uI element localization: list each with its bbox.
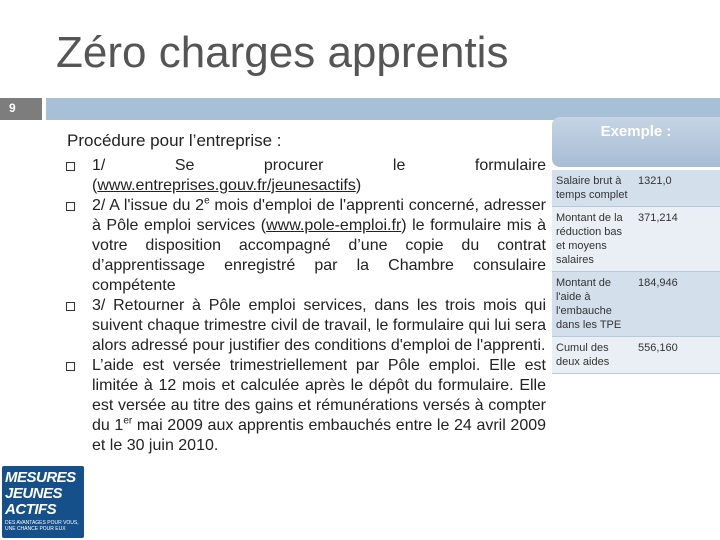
- row-value: 371,214: [634, 207, 720, 272]
- row-label: Cumul des deux aides: [552, 337, 634, 374]
- slide-number: 9: [0, 98, 42, 120]
- table-row: [552, 207, 720, 272]
- mesures-jeunes-actifs-logo: [2, 466, 84, 538]
- row-value: 556,160: [634, 337, 720, 374]
- bullet-text: L’aide est versée trimestriellement par Pôle emploi. Elle est limitée à 12 mois et calculée après le dépôt du formulaire. Elle est versée au titre des gains et rémunérations versés à compter du 1: [92, 357, 546, 434]
- logo-text: JEUNES: [5, 485, 63, 502]
- example-table: [552, 170, 720, 374]
- logo-tagline: DES AVANTAGES POUR VOUS, UNE CHANCE POUR EUX: [5, 520, 79, 532]
- bullet-text: 2/ A l'issue du 2: [92, 197, 205, 214]
- list-item: [66, 156, 546, 196]
- bullet-text: 3/ Retourner à Pôle emploi services, dans les trois mois qui suivent chaque trimestre civil de travail, le formulaire qui lui sera alors adressé pour justifier des conditions d'emploi de l'apprenti.: [92, 297, 546, 354]
- square-bullet-icon: [66, 162, 75, 171]
- bullet-text: ) le formulaire mis à votre disposition accompagné d’une copie du contrat d’apprentissage enregistré par la Chambre consulaire compétente: [92, 217, 546, 294]
- procedure-heading: Procédure pour l’entreprise :: [67, 131, 282, 150]
- row-label: Salaire brut à temps complet: [552, 170, 634, 207]
- bullet-text: ): [355, 177, 362, 194]
- row-value: 1321,0: [634, 170, 720, 207]
- bullet-text: mois d'emploi de l'apprenti concerné, adresser à Pôle emploi services (: [92, 197, 547, 234]
- square-bullet-icon: [66, 202, 75, 211]
- list-item: [66, 356, 546, 456]
- list-item: [66, 196, 546, 296]
- list-item: [66, 296, 546, 356]
- superscript: er: [123, 415, 133, 427]
- logo-text: MESURES: [5, 469, 76, 486]
- superscript: e: [204, 195, 210, 207]
- table-row: [552, 272, 720, 337]
- table-row: [552, 337, 720, 374]
- procedure-list: [66, 156, 546, 456]
- square-bullet-icon: [66, 302, 75, 311]
- table-row: [552, 170, 720, 207]
- pole-emploi-link[interactable]: www.pole-emploi.fr: [266, 217, 402, 234]
- form-link[interactable]: www.entreprises.gouv.fr/jeunesactifs: [97, 177, 356, 194]
- square-bullet-icon: [66, 362, 75, 371]
- row-label: Montant de la réduction bas et moyens salaires: [552, 207, 634, 272]
- row-label: Montant de l'aide à l'embauche dans les TPE: [552, 272, 634, 337]
- bullet-text: 1/ Se procurer le formulaire (: [92, 157, 546, 194]
- bullet-text: mai 2009 aux apprentis embauchés entre le 24 avril 2009 et le 30 juin 2010.: [92, 417, 547, 454]
- logo-text: ACTIFS: [5, 501, 57, 518]
- row-value: 184,946: [634, 272, 720, 337]
- slide-title: Zéro charges apprentis: [56, 28, 509, 77]
- example-header: Exemple :: [552, 117, 720, 167]
